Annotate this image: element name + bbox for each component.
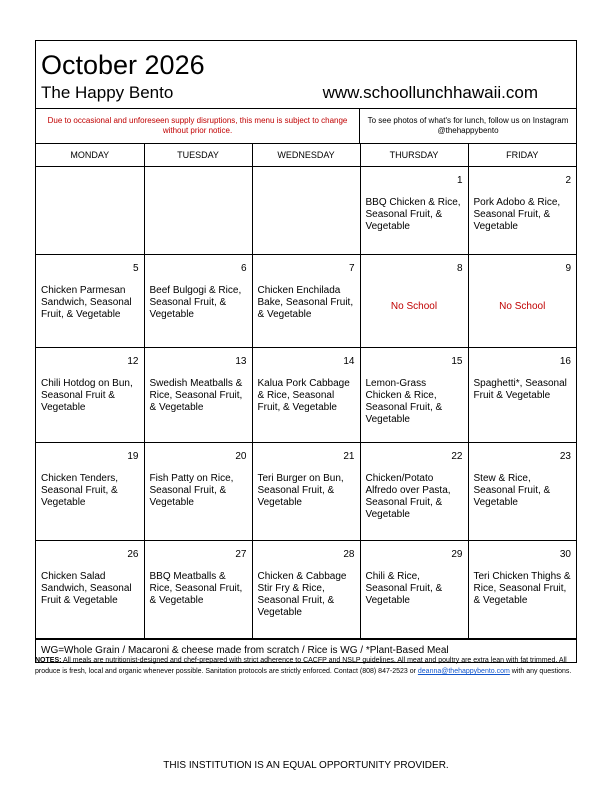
equal-opportunity-footer: THIS INSTITUTION IS AN EQUAL OPPORTUNITY PROVIDER.	[163, 760, 449, 771]
meal-text: Lemon-Grass Chicken & Rice, Seasonal Fruit, & Vegetable	[365, 378, 443, 425]
day-cell	[252, 541, 360, 639]
day-cell	[252, 348, 360, 443]
day-cell	[144, 443, 252, 541]
day-number: 8	[456, 263, 463, 274]
week-row	[36, 443, 576, 541]
day-number: 13	[235, 356, 247, 367]
day-cell	[360, 255, 468, 348]
meal-text: BBQ Chicken & Rice, Seasonal Fruit, & Vegetable	[365, 197, 461, 232]
day-number: 5	[132, 263, 139, 274]
day-number: 20	[235, 451, 247, 462]
day-cell	[360, 167, 468, 255]
week-row	[36, 167, 576, 255]
day-cell	[144, 255, 252, 348]
day-number: 28	[343, 549, 355, 560]
notes-paragraph	[35, 655, 577, 677]
meal-text: Teri Chicken Thighs & Rice, Seasonal Fruit, & Vegetable	[473, 571, 571, 606]
instagram-notice: To see photos of what's for lunch, follow us on Instagram @thehappybento	[367, 116, 569, 135]
notes-tail: with any questions.	[509, 668, 572, 675]
menu-header	[36, 41, 576, 109]
day-number: 9	[565, 263, 571, 274]
meal-text: Beef Bulgogi & Rice, Seasonal Fruit, & Vegetable	[149, 285, 242, 320]
week-row	[36, 348, 576, 443]
meal-text: Kalua Pork Cabbage & Rice, Seasonal Fruit, & Vegetable	[257, 378, 350, 413]
day-number: 30	[559, 549, 571, 560]
page-title: October 2026	[41, 50, 205, 80]
day-number: 7	[348, 263, 355, 274]
legend-row: WG=Whole Grain / Macaroni & cheese made from scratch / Rice is WG / *Plant-Based Meal	[36, 639, 576, 662]
calendar-table	[36, 144, 576, 639]
meal-text: BBQ Meatballs & Rice, Seasonal Fruit, & Vegetable	[149, 571, 243, 606]
day-cell	[36, 167, 144, 255]
meal-text: Chili & Rice, Seasonal Fruit, & Vegetable	[365, 571, 443, 606]
day-cell	[360, 541, 468, 639]
no-school-label: No School	[499, 301, 546, 312]
day-cell	[144, 348, 252, 443]
meal-text: Teri Burger on Bun, Seasonal Fruit, & Vegetable	[257, 473, 344, 508]
day-number: 22	[451, 451, 463, 462]
day-number: 21	[343, 451, 355, 462]
day-number: 19	[127, 451, 139, 462]
disruption-notice: Due to occasional and unforeseen supply disruptions, this menu is subject to change without prior notice.	[36, 109, 360, 143]
notes-text: All meals are nutritionist-designed and chef-prepared with strict adherence to CACFP and NSLP guidelines. All meat and poultry are extra lean with fat trimmed. All produce is fresh, local and organic whenever possible. Sanitation protocols are strictly enforced. Contact (808) 847-2523 or	[35, 657, 567, 675]
meal-text: Spaghetti*, Seasonal Fruit & Vegetable	[473, 378, 567, 401]
day-cell	[468, 541, 576, 639]
meal-text: Chicken & Cabbage Stir Fry & Rice, Seasonal Fruit, & Vegetable	[257, 571, 347, 618]
week-row	[36, 255, 576, 348]
meal-text: Pork Adobo & Rice, Seasonal Fruit, & Vegetable	[473, 197, 561, 232]
day-number: 6	[240, 263, 247, 274]
day-cell	[468, 255, 576, 348]
website-text: www.schoollunchhawaii.com	[322, 83, 538, 102]
day-number: 1	[456, 175, 463, 186]
meal-text: Chili Hotdog on Bun, Seasonal Fruit & Vegetable	[41, 378, 133, 413]
day-cell	[468, 348, 576, 443]
weekday-header-row	[36, 144, 576, 167]
day-cell	[252, 255, 360, 348]
day-cell	[144, 167, 252, 255]
meal-text: Chicken Parmesan Sandwich, Seasonal Fruit, & Vegetable	[41, 285, 132, 320]
weekday-header: THURSDAY	[360, 144, 468, 167]
week-row	[36, 541, 576, 639]
day-cell	[36, 348, 144, 443]
weekday-header: TUESDAY	[144, 144, 252, 167]
day-cell	[360, 443, 468, 541]
contact-email-link[interactable]: deanna@thehappybento.com	[417, 668, 510, 675]
day-number: 23	[559, 451, 571, 462]
day-cell	[252, 167, 360, 255]
menu-sheet	[35, 40, 577, 663]
day-cell	[360, 348, 468, 443]
day-number: 26	[127, 549, 139, 560]
no-school-label: No School	[390, 301, 438, 312]
meal-text: Fish Patty on Rice, Seasonal Fruit, & Vegetable	[149, 473, 234, 508]
notice-row	[36, 109, 576, 144]
meal-text: Chicken Tenders, Seasonal Fruit, & Vegetable	[41, 473, 119, 508]
vendor-name: The Happy Bento	[41, 83, 174, 102]
day-cell	[144, 541, 252, 639]
weekday-header: FRIDAY	[468, 144, 576, 167]
weekday-header: WEDNESDAY	[252, 144, 360, 167]
day-number: 16	[559, 356, 571, 367]
notes-label: NOTES:	[35, 657, 62, 664]
meal-text: Chicken Salad Sandwich, Seasonal Fruit & Vegetable	[41, 571, 132, 606]
day-number: 27	[235, 549, 247, 560]
day-cell	[252, 443, 360, 541]
meal-text: Swedish Meatballs & Rice, Seasonal Fruit, & Vegetable	[149, 378, 243, 413]
meal-text: Stew & Rice, Seasonal Fruit, & Vegetable	[473, 473, 551, 508]
meal-text: Chicken Enchilada Bake, Seasonal Fruit, & Vegetable	[257, 285, 354, 320]
day-cell	[468, 443, 576, 541]
day-number: 15	[451, 356, 463, 367]
day-number: 14	[343, 356, 355, 367]
day-cell	[36, 541, 144, 639]
day-cell	[468, 167, 576, 255]
weekday-header: MONDAY	[36, 144, 144, 167]
day-number: 2	[565, 175, 571, 186]
calendar-body	[36, 167, 576, 639]
day-number: 12	[127, 356, 139, 367]
day-cell	[36, 443, 144, 541]
day-cell	[36, 255, 144, 348]
day-number: 29	[451, 549, 463, 560]
meal-text: Chicken/Potato Alfredo over Pasta, Seasonal Fruit, & Vegetable	[365, 473, 451, 520]
